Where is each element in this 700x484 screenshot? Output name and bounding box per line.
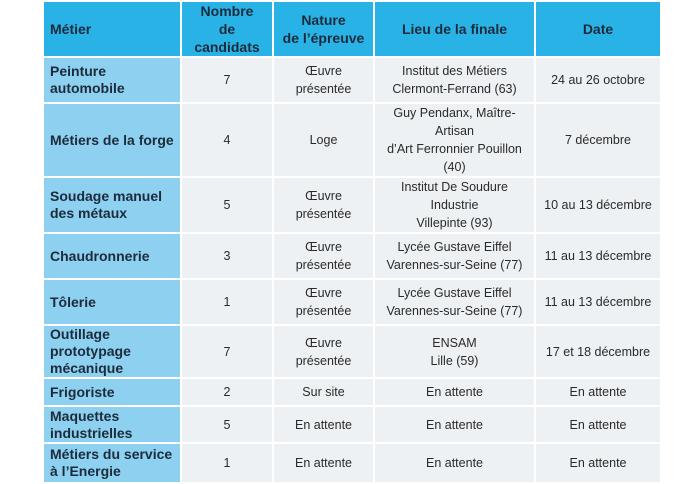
cell-metier [44,104,180,176]
cell-lieu [375,407,534,442]
cell-nature: Œuvre présentée [274,280,373,324]
cell-line: d’Art Ferronnier Pouillon (40) [387,142,522,174]
header-line: Nombre [200,3,254,19]
header-line: de l’épreuve [282,30,365,46]
cell-metier [44,234,180,278]
cell-date: 11 au 13 décembre [536,234,660,278]
cell-date: 11 au 13 décembre [536,280,660,324]
cell-line: Métiers de la forge [50,131,174,148]
header-line: Nature [301,12,346,28]
cell-lieu [375,58,534,102]
cell-line: Clermont-Ferrand (63) [392,82,517,96]
table-row [44,104,660,176]
cell-metier [44,178,180,232]
cell-line: En attente [426,456,483,470]
cell-line: Varennes-sur-Seine (77) [386,258,523,272]
cell-date: En attente [536,379,660,405]
cell-nombre: 1 [182,280,272,324]
finals-table [42,0,662,484]
cell-nature: Sur site [274,379,373,405]
cell-line: Métiers du service [50,446,173,462]
cell-lieu [375,104,534,176]
header-date: Date [536,2,660,56]
cell-lieu [375,326,534,377]
cell-metier [44,58,180,102]
cell-line: Outillage prototypage [50,326,131,359]
cell-line: Peinture automobile [50,63,125,96]
header-line: de candidats [194,21,260,55]
cell-nature: En attente [274,444,373,482]
header-row [44,2,660,56]
cell-lieu [375,379,534,405]
cell-line: En attente [426,417,483,432]
cell-line: Lycée Gustave Eiffel [397,240,512,254]
cell-line: industrielles [50,424,133,441]
cell-line: En attente [426,385,483,399]
cell-nature: Œuvre présentée [274,234,373,278]
table-row [44,280,660,324]
cell-metier [44,280,180,324]
cell-nombre: 4 [182,104,272,176]
table-row [44,58,660,102]
cell-date: 17 et 18 décembre [536,326,660,377]
cell-nombre: 5 [182,407,272,442]
cell-metier [44,379,180,405]
cell-line: Soudage manuel [50,188,163,204]
cell-line: Maquettes [50,407,120,424]
cell-line: Villepinte (93) [416,216,493,230]
cell-line: Varennes-sur-Seine (77) [386,304,523,318]
header-lieu: Lieu de la finale [375,2,534,56]
cell-line: Chaudronnerie [50,247,150,264]
cell-line: des métaux [50,205,128,221]
cell-nombre: 7 [182,326,272,377]
cell-date: 24 au 26 octobre [536,58,660,102]
cell-nombre: 5 [182,178,272,232]
table-row [44,178,660,232]
cell-line: à l’Energie [50,463,121,479]
cell-line: Guy Pendanx, Maître-Artisan [393,106,516,138]
cell-nature: Œuvre présentée [274,326,373,377]
cell-date: En attente [536,407,660,442]
cell-lieu [375,178,534,232]
cell-date: 7 décembre [536,104,660,176]
header-nombre [182,2,272,56]
cell-nature: Œuvre présentée [274,58,373,102]
cell-lieu [375,234,534,278]
cell-line: Institut des Métiers [402,64,507,78]
cell-nature: Œuvre présentée [274,178,373,232]
cell-date: En attente [536,444,660,482]
table-row [44,234,660,278]
header-nature [274,2,373,56]
cell-nombre: 3 [182,234,272,278]
cell-lieu [375,280,534,324]
cell-metier [44,407,180,442]
cell-line: Lycée Gustave Eiffel [397,286,512,300]
cell-metier [44,326,180,377]
cell-line: Frigoriste [50,383,115,400]
cell-nature: Loge [274,104,373,176]
cell-nombre: 1 [182,444,272,482]
cell-line: Institut De Soudure Industrie [400,180,508,212]
table-row [44,407,660,442]
table-row [44,379,660,405]
cell-nature: En attente [274,407,373,442]
cell-nombre: 2 [182,379,272,405]
table-row [44,326,660,377]
cell-nombre: 7 [182,58,272,102]
cell-line: Tôlerie [50,293,96,310]
cell-line: mécanique [50,360,124,376]
header-metier: Métier [44,2,180,56]
cell-line: Lille (59) [430,353,479,368]
cell-line: ENSAM [432,335,477,350]
cell-date: 10 au 13 décembre [536,178,660,232]
